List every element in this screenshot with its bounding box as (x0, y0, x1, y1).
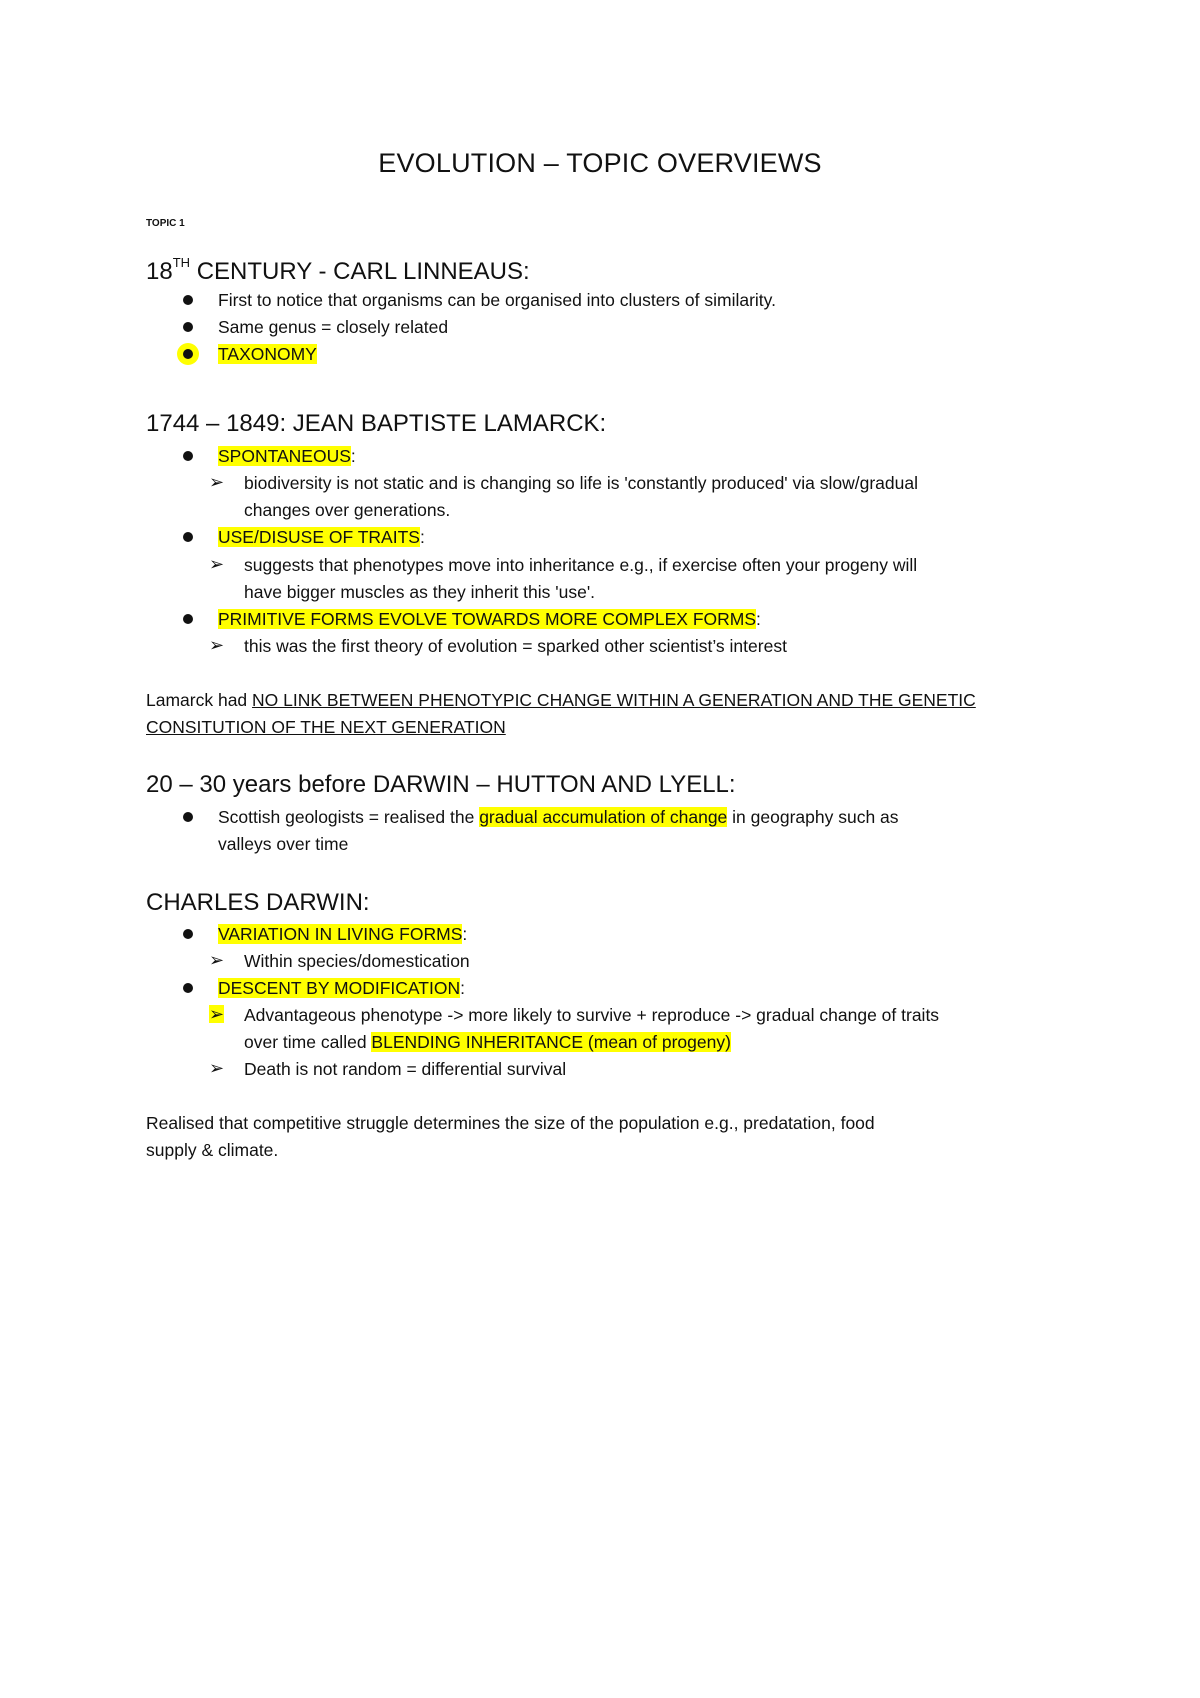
bullet-text-cont: valleys over time (218, 834, 349, 854)
arrow-bullet-icon: ➢ (209, 950, 225, 970)
sub-bullet-text: suggests that phenotypes move into inheritance e.g., if exercise often your progeny will (244, 555, 918, 575)
bullet-text: Scottish geologists = realised the gradual accumulation of change in geography such as (218, 807, 899, 827)
bullet-icon (183, 929, 193, 939)
lamarck-note-cont: CONSITUTION OF THE NEXT GENERATION (146, 717, 506, 737)
bullet-icon (183, 614, 193, 624)
sub-bullet-text: Advantageous phenotype -> more likely to survive + reproduce -> gradual change of traits (244, 1005, 940, 1025)
bullet-icon (183, 812, 193, 822)
bullet-icon (183, 451, 193, 461)
sub-bullet-text: Within species/domestication (244, 951, 470, 971)
heading-lamarck: 1744 – 1849: JEAN BAPTISTE LAMARCK: (146, 410, 607, 437)
bullet-text: SPONTANEOUS: (218, 446, 356, 466)
topic-label: TOPIC 1 (146, 218, 185, 229)
sub-bullet-text: over time called BLENDING INHERITANCE (mean of progeny) (244, 1032, 731, 1052)
heading-hutton-lyell: 20 – 30 years before DARWIN – HUTTON AND LYELL: (146, 771, 736, 798)
arrow-bullet-icon: ➢ (209, 472, 225, 492)
bullet-text: PRIMITIVE FORMS EVOLVE TOWARDS MORE COMPLEX FORMS: (218, 609, 761, 629)
sub-bullet-text: this was the first theory of evolution = sparked other scientist’s interest (244, 636, 787, 656)
arrow-bullet-icon: ➢ (209, 554, 225, 574)
sub-bullet-text: changes over generations. (244, 500, 451, 520)
page-title: EVOLUTION – TOPIC OVERVIEWS (378, 148, 822, 178)
lamarck-note: Lamarck had NO LINK BETWEEN PHENOTYPIC CHANGE WITHIN A GENERATION AND THE GENETIC (146, 690, 976, 710)
bullet-text: Same genus = closely related (218, 317, 449, 337)
bullet-icon (183, 983, 193, 993)
bullet-text: VARIATION IN LIVING FORMS: (218, 924, 468, 944)
bullet-icon (183, 532, 193, 542)
arrow-bullet-icon: ➢ (209, 635, 225, 655)
sub-bullet-text: Death is not random = differential survival (244, 1059, 567, 1079)
bullet-icon (183, 322, 193, 332)
sub-bullet-text: have bigger muscles as they inherit this 'use'. (244, 582, 596, 602)
bullet-text: DESCENT BY MODIFICATION: (218, 978, 465, 998)
bullet-text: USE/DISUSE OF TRAITS: (218, 527, 425, 547)
heading-linneaus: 18TH CENTURY - CARL LINNEAUS: (146, 255, 530, 285)
bullet-icon (183, 349, 193, 359)
bullet-text: TAXONOMY (218, 344, 317, 364)
bullet-icon (183, 295, 193, 305)
closing-paragraph: Realised that competitive struggle determines the size of the population e.g., predatation, food (146, 1113, 875, 1133)
bullet-text: First to notice that organisms can be organised into clusters of similarity. (218, 290, 776, 310)
sub-bullet-text: biodiversity is not static and is changing so life is 'constantly produced' via slow/gradual (244, 473, 918, 493)
heading-darwin: CHARLES DARWIN: (146, 889, 370, 916)
closing-paragraph-cont: supply & climate. (146, 1140, 279, 1160)
arrow-bullet-icon: ➢ (209, 1058, 225, 1078)
arrow-bullet-icon: ➢ (209, 1004, 225, 1024)
